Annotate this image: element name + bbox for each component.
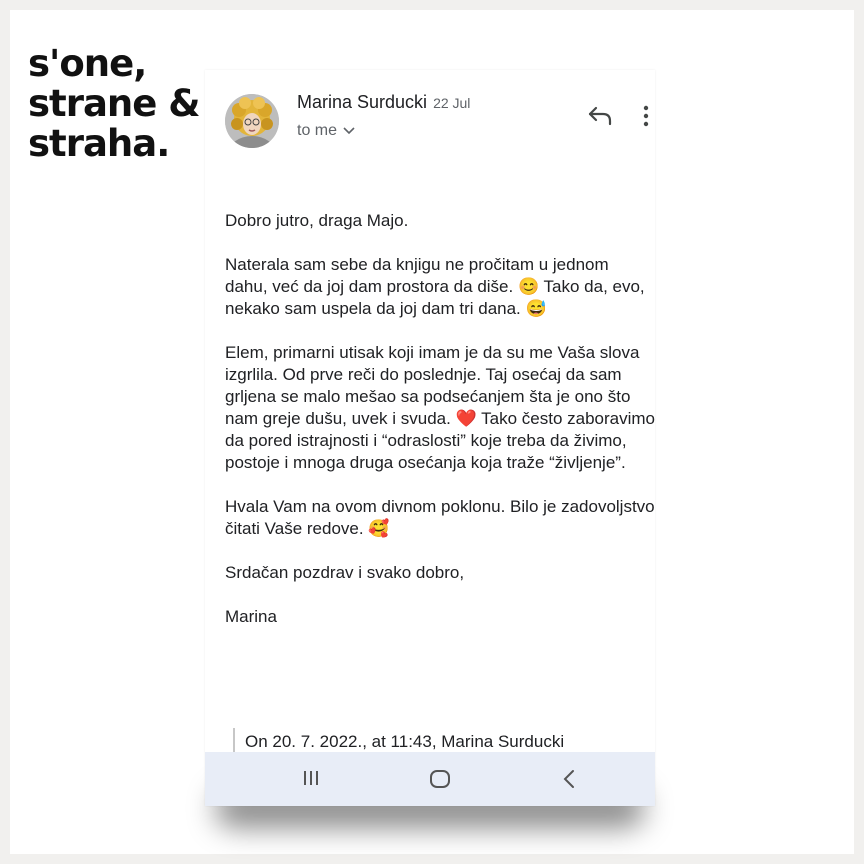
email-screen: [205, 70, 655, 806]
sender-name[interactable]: Marina Surducki: [297, 92, 428, 112]
email-body: [225, 210, 655, 650]
quoted-message-header[interactable]: On 20. 7. 2022., at 11:43, Marina Surducki: [233, 728, 564, 756]
recipient-toggle[interactable]: [297, 122, 355, 140]
email-signature: Marina: [225, 607, 277, 626]
brand-logo-text: [28, 44, 228, 164]
more-vertical-icon[interactable]: [639, 104, 653, 128]
brand-line-3: straha.: [28, 122, 170, 165]
recent-apps-icon[interactable]: [301, 768, 321, 793]
home-icon[interactable]: [429, 768, 451, 795]
brand-line-2: strane &: [28, 82, 200, 125]
email-closing: Srdačan pozdrav i svako dobro,: [225, 563, 465, 582]
email-paragraph-3: Hvala Vam na ovom divnom poklonu. Bilo je zadovoljstvo čitati Vaše redove. 🥰: [225, 497, 655, 538]
email-date: 22 Jul: [433, 95, 471, 111]
android-nav-bar: [205, 752, 655, 806]
sender-avatar[interactable]: [225, 94, 279, 148]
sender-line: [297, 92, 470, 113]
reply-icon[interactable]: [587, 104, 615, 128]
recipient-label: to me: [297, 122, 338, 140]
brand-line-1: s'one,: [28, 42, 147, 85]
email-paragraph-1: Naterala sam sebe da knjigu ne pročitam u jednom dahu, već da joj dam prostora da diše. 😊 Tako da, evo, nekako sam uspela da joj dam tri dana. 😅: [225, 255, 645, 318]
email-greeting: Dobro jutro, draga Majo.: [225, 211, 409, 230]
chevron-down-icon: [343, 122, 355, 140]
email-paragraph-2: Elem, primarni utisak koji imam je da su me Vaša slova izgrlila. Od prve reči do poslednje. Taj osećaj da sam grljena se malo mešao sa podsećanjem šta je ono što nam greje dušu, uvek i svuda. ❤️ Tako često zaboravimo da pored istrajnosti i “odraslosti” koje treba da živimo, postoje i mnoga druga osećanja koja traže “življenje”.: [225, 343, 655, 472]
back-icon[interactable]: [561, 768, 577, 795]
